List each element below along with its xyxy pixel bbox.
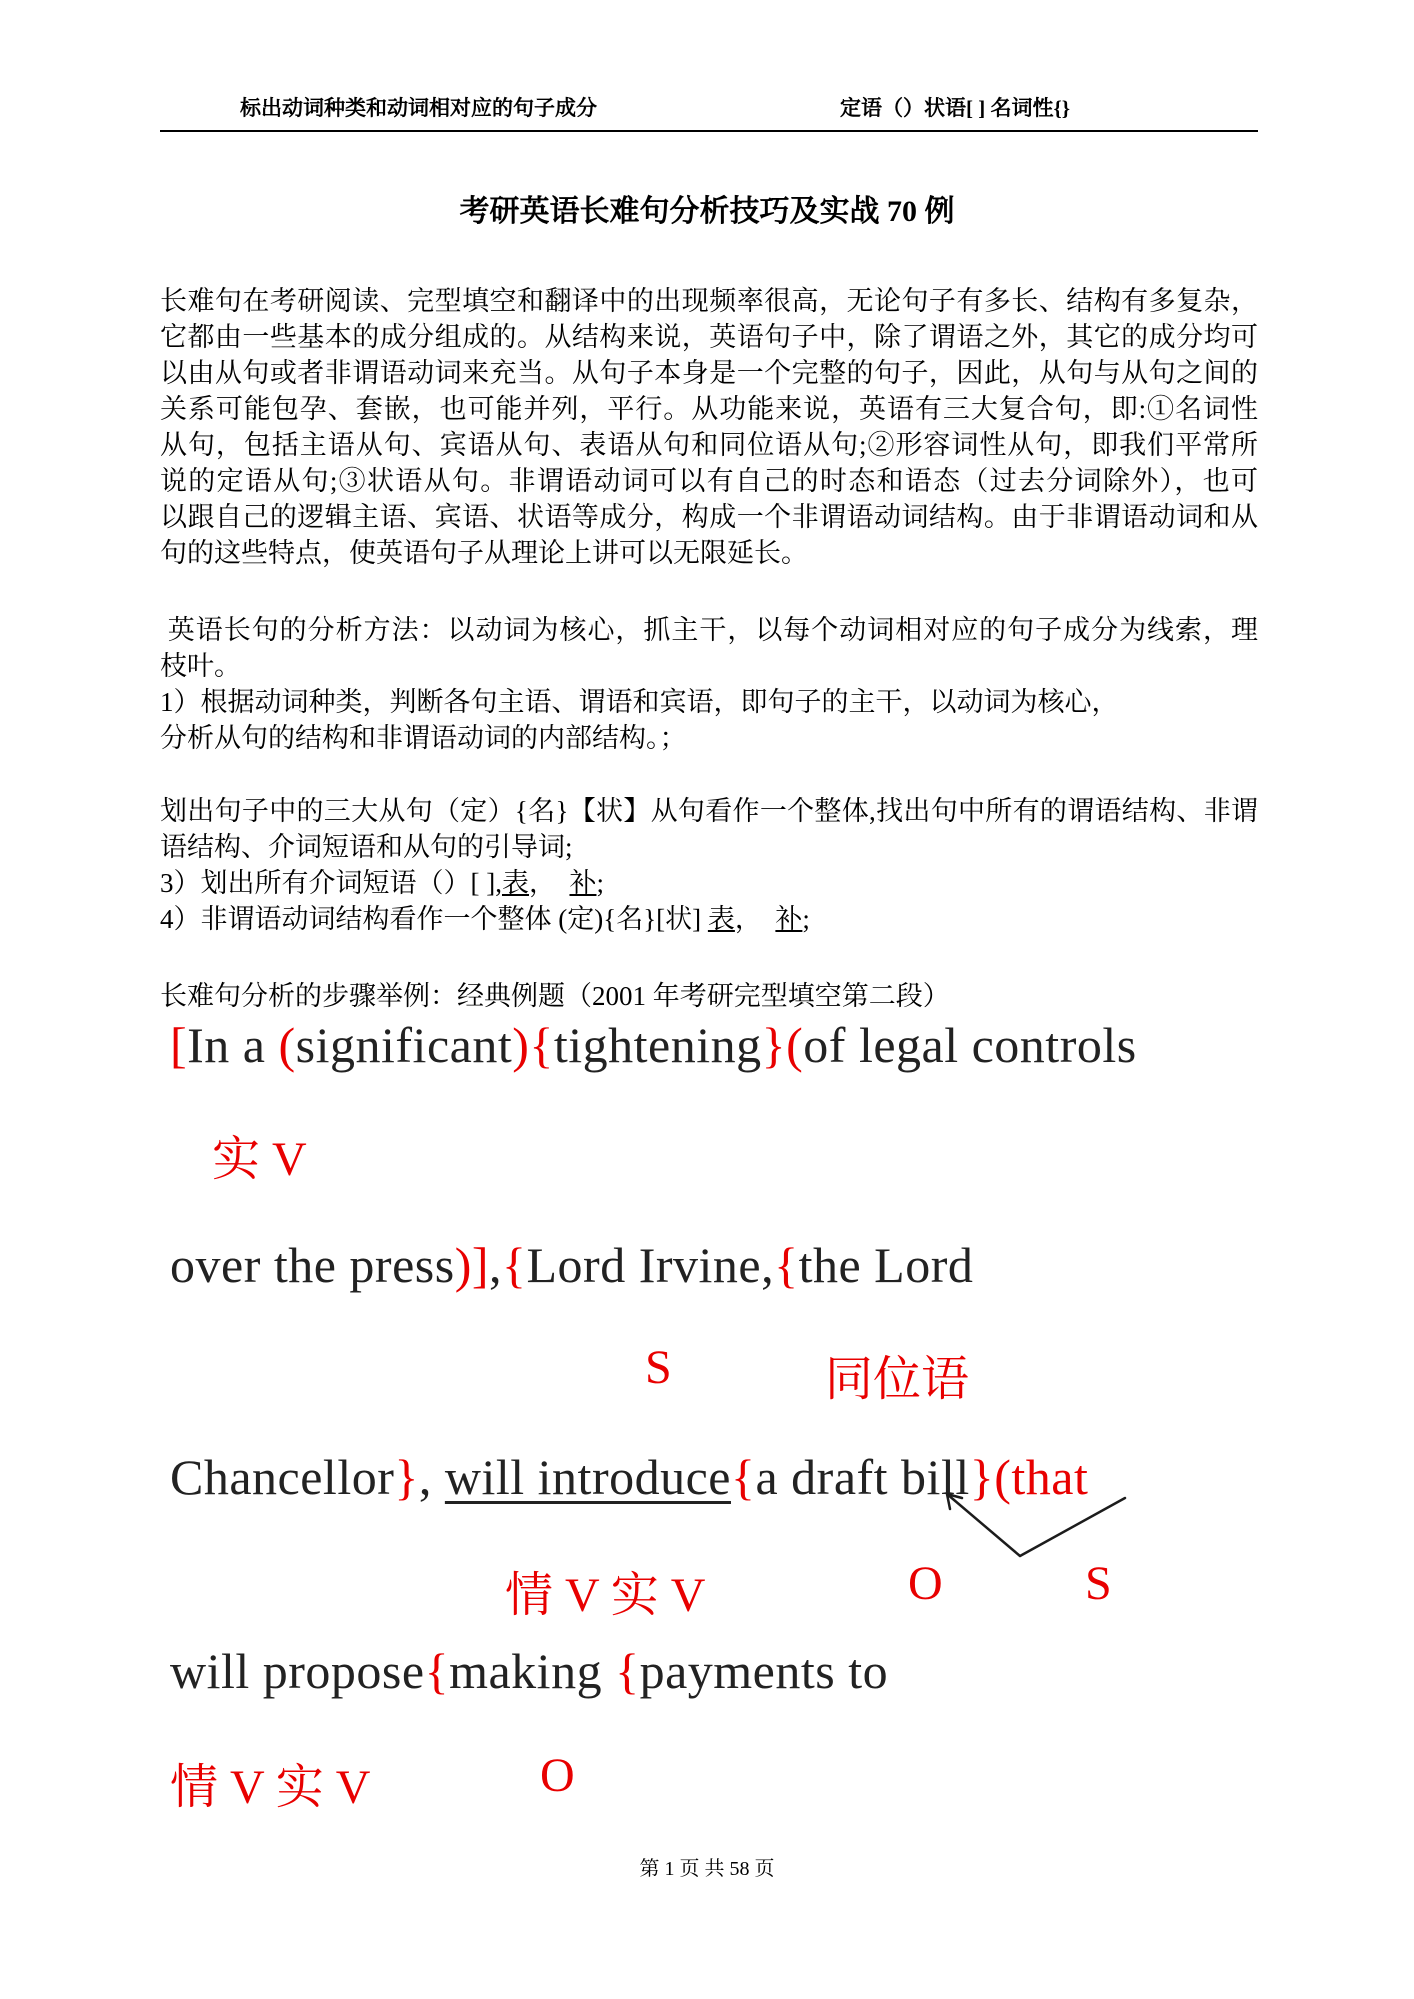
text-segment: 语结构、介词短语和从句的引导词; <box>160 832 573 862</box>
text-segment: 表 <box>707 904 735 934</box>
text-segment: 关系可能包孕、套嵌，也可能并列，平行。从功能来说，英语有三大复合句，即:①名词性 <box>160 394 1258 424</box>
text-line <box>160 427 1258 463</box>
text-segment: payments to <box>639 1643 889 1699</box>
text-segment: 补 <box>775 904 803 934</box>
text-line <box>160 648 1258 684</box>
annotation-s-2: S <box>1085 1557 1112 1610</box>
text-segment: { <box>529 1017 554 1073</box>
text-line <box>160 684 1258 720</box>
text-line <box>160 499 1258 535</box>
annotation-s: S <box>645 1341 672 1394</box>
text-segment: { <box>730 1449 756 1505</box>
text-line <box>160 391 1258 427</box>
text-segment: ; <box>596 868 604 898</box>
text-segment: { <box>615 1643 640 1699</box>
text-segment: (that <box>994 1449 1089 1505</box>
text-segment: Chancellor <box>170 1449 395 1505</box>
text-segment: 1）根据动词种类，判断各句主语、谓语和宾语，即句子的主干，以动词为核心， <box>160 687 1119 717</box>
text-line <box>160 319 1258 355</box>
page-footer: 第 1 页 共 58 页 <box>639 1858 775 1880</box>
text-segment: significant <box>295 1017 513 1073</box>
text-segment: { <box>502 1237 527 1293</box>
text-segment: will introduce <box>444 1449 731 1505</box>
text-segment: } <box>969 1449 995 1505</box>
text-segment: 枝叶。 <box>160 651 241 681</box>
text-line <box>160 463 1258 499</box>
analysis-method-paragraph <box>160 612 1258 756</box>
text-segment: Lord Irvine, <box>526 1237 775 1293</box>
annotation-shi-v: 实 V <box>212 1133 307 1186</box>
text-segment: 4）非谓语动词结构看作一个整体 (定){名}[状] <box>160 904 708 934</box>
text-segment: tightening <box>553 1017 762 1073</box>
page-title: 考研英语长难句分析技巧及实战 70 例 <box>459 195 955 228</box>
text-segment: ， <box>528 868 570 898</box>
header-left-text: 标出动词种类和动词相对应的句子成分 <box>240 96 597 120</box>
text-segment: 分析从句的结构和非谓语动词的内部结构。； <box>160 723 687 753</box>
text-segment: making <box>449 1643 616 1699</box>
text-segment: ; <box>802 904 810 934</box>
text-segment: will propose <box>170 1643 425 1699</box>
sentence-line-4 <box>170 1642 888 1700</box>
text-segment: , <box>418 1449 445 1505</box>
sentence-line-1 <box>170 1016 1137 1074</box>
text-segment: , <box>489 1237 502 1293</box>
header-rule <box>160 130 1258 132</box>
text-segment: 它都由一些基本的成分组成的。从结构来说，英语句子中，除了谓语之外，其它的成分均可 <box>160 322 1258 352</box>
text-segment: 以由从句或者非谓语动词来充当。从句子本身是一个完整的句子，因此，从句与从句之间的 <box>160 358 1258 388</box>
text-line <box>160 829 1258 865</box>
annotation-tongweiyu: 同位语 <box>825 1353 970 1406</box>
text-line <box>160 283 1258 319</box>
reference-arrow-icon <box>925 1478 1135 1563</box>
text-segment: a draft bill <box>755 1449 970 1505</box>
text-segment: 句的这些特点，使英语句子从理论上讲可以无限延长。 <box>160 538 808 568</box>
text-segment: 说的定语从句;③状语从句。非谓语动词可以有自己的时态和语态（过去分词除外），也可 <box>160 466 1258 496</box>
text-segment: 长难句在考研阅读、完型填空和翻译中的出现频率很高，无论句子有多长、结构有多复杂， <box>160 286 1258 316</box>
header-right-legend: 定语（）状语[ ] 名词性{} <box>840 96 1071 120</box>
text-line <box>160 793 1258 829</box>
text-segment: the Lord <box>798 1237 974 1293</box>
text-line <box>160 901 1258 937</box>
text-segment: 划出句子中的三大从句（定）{名}【状】从句看作一个整体,找出句中所有的谓语结构、非谓 <box>160 796 1258 826</box>
clause-marking-paragraph <box>160 793 1258 937</box>
text-line <box>160 720 1258 756</box>
text-segment: 3）划出所有介词短语（）[ ], <box>160 868 502 898</box>
text-segment: ( <box>786 1017 804 1073</box>
text-segment: } <box>761 1017 787 1073</box>
annotation-o-2: O <box>540 1749 575 1802</box>
example-caption: 长难句分析的步骤举例：经典例题（2001 年考研完型填空第二段） <box>160 981 950 1011</box>
text-segment: ， <box>734 904 776 934</box>
text-segment: 英语长句的分析方法：以动词为核心，抓主干，以每个动词相对应的句子成分为线索，理 <box>160 615 1258 645</box>
text-segment: 补 <box>569 868 597 898</box>
intro-paragraph <box>160 283 1258 571</box>
sentence-line-2 <box>170 1236 973 1294</box>
text-line <box>160 612 1258 648</box>
text-segment: } <box>394 1449 419 1505</box>
text-segment: 表 <box>501 868 529 898</box>
text-segment: { <box>774 1237 799 1293</box>
annotation-o: O <box>908 1557 943 1610</box>
text-line <box>160 865 1258 901</box>
text-segment: [ <box>170 1017 188 1073</box>
text-line <box>160 355 1258 391</box>
text-segment: 从句，包括主语从句、宾语从句、表语从句和同位语从句;②形容词性从句，即我们平常所 <box>160 430 1258 460</box>
text-segment: of legal controls <box>803 1017 1137 1073</box>
text-segment: In a <box>187 1017 279 1073</box>
text-segment: ) <box>512 1017 530 1073</box>
text-segment: { <box>424 1643 450 1699</box>
annotation-qing-v-shi-v: 情 V 实 V <box>505 1569 706 1622</box>
text-segment: 以跟自己的逻辑主语、宾语、状语等成分，构成一个非谓语动词结构。由于非谓语动词和从 <box>160 502 1258 532</box>
text-segment: ( <box>278 1017 296 1073</box>
text-segment: over the press <box>170 1237 455 1293</box>
annotation-qing-v-shi-v-2: 情 V 实 V <box>170 1761 371 1814</box>
text-line <box>160 535 1258 571</box>
text-segment: )] <box>454 1237 489 1293</box>
